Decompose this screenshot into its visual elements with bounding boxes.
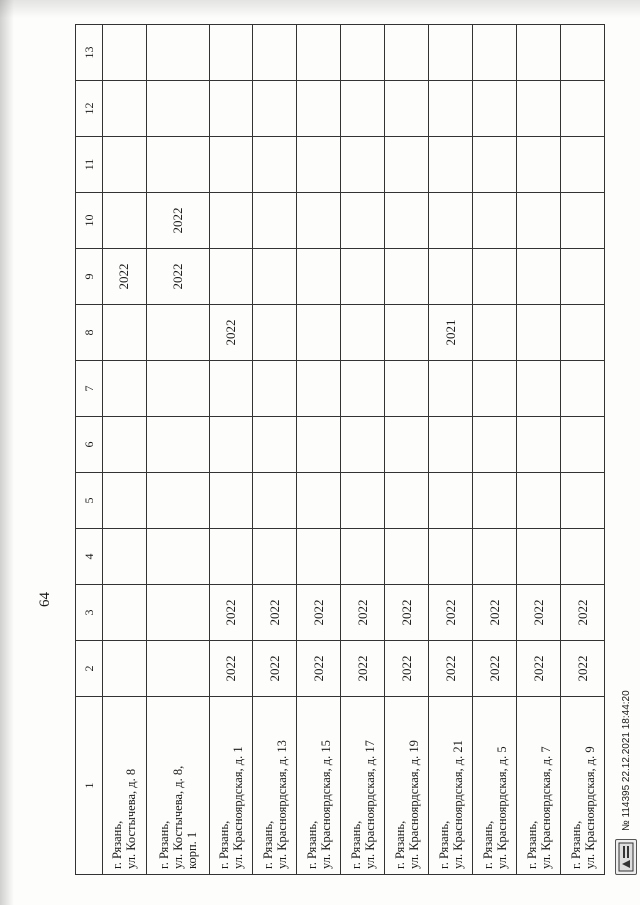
address-cell bbox=[473, 697, 517, 875]
year-cell-col-8 bbox=[103, 305, 147, 361]
year-cell-col-7 bbox=[561, 361, 605, 417]
year-cell-col-6 bbox=[561, 417, 605, 473]
year-cell-col-3: 2022 bbox=[253, 585, 297, 641]
year-cell-col-4 bbox=[209, 529, 253, 585]
year-cell-col-4 bbox=[473, 529, 517, 585]
year-cell-col-10 bbox=[103, 193, 147, 249]
year-cell-col-2 bbox=[146, 641, 209, 697]
year-cell-col-6 bbox=[473, 417, 517, 473]
year-cell-col-7 bbox=[517, 361, 561, 417]
year-cell-col-6 bbox=[103, 417, 147, 473]
year-cell-col-7 bbox=[429, 361, 473, 417]
year-cell-col-7 bbox=[341, 361, 385, 417]
table-row bbox=[517, 25, 561, 875]
year-cell-col-11 bbox=[146, 137, 209, 193]
address-extra: корп. 1 bbox=[184, 831, 199, 869]
year-cell-col-10 bbox=[341, 193, 385, 249]
year-cell-col-5 bbox=[297, 473, 341, 529]
year-cell-col-9 bbox=[517, 249, 561, 305]
year-cell-col-4 bbox=[253, 529, 297, 585]
year-cell-col-9 bbox=[297, 249, 341, 305]
header-row bbox=[76, 25, 103, 875]
address-cell bbox=[253, 697, 297, 875]
address-street: ул. Красноярдская, д. 19 bbox=[406, 740, 421, 869]
address-cell bbox=[297, 697, 341, 875]
table-row bbox=[385, 25, 429, 875]
address-cell bbox=[146, 697, 209, 875]
year-cell-col-7 bbox=[473, 361, 517, 417]
year-cell-col-9 bbox=[209, 249, 253, 305]
year-cell-col-11 bbox=[561, 137, 605, 193]
year-cell-col-3: 2022 bbox=[297, 585, 341, 641]
year-cell-col-5 bbox=[209, 473, 253, 529]
rotated-page-content bbox=[37, 25, 640, 875]
year-cell-col-9 bbox=[429, 249, 473, 305]
year-cell-col-7 bbox=[297, 361, 341, 417]
year-cell-col-3: 2022 bbox=[473, 585, 517, 641]
address-street: ул. Красноярдская, д. 7 bbox=[538, 746, 553, 869]
year-cell-col-8 bbox=[561, 305, 605, 361]
year-cell-col-3: 2022 bbox=[517, 585, 561, 641]
year-cell-col-5 bbox=[429, 473, 473, 529]
year-cell-col-11 bbox=[209, 137, 253, 193]
year-cell-col-9 bbox=[385, 249, 429, 305]
column-header-6: 6 bbox=[76, 417, 103, 473]
year-cell-col-9: 2022 bbox=[146, 249, 209, 305]
column-header-12: 12 bbox=[76, 81, 103, 137]
year-cell-col-4 bbox=[341, 529, 385, 585]
address-cell bbox=[561, 697, 605, 875]
year-cell-col-12 bbox=[473, 81, 517, 137]
year-cell-col-10 bbox=[297, 193, 341, 249]
year-cell-col-4 bbox=[517, 529, 561, 585]
year-cell-col-2: 2022 bbox=[385, 641, 429, 697]
year-cell-col-5 bbox=[146, 473, 209, 529]
year-cell-col-7 bbox=[385, 361, 429, 417]
year-cell-col-12 bbox=[429, 81, 473, 137]
table-row bbox=[561, 25, 605, 875]
year-cell-col-12 bbox=[385, 81, 429, 137]
address-street: ул. Красноярдская, д. 9 bbox=[582, 746, 597, 869]
year-cell-col-2: 2022 bbox=[561, 641, 605, 697]
year-cell-col-13 bbox=[209, 25, 253, 81]
table-row bbox=[429, 25, 473, 875]
year-cell-col-13 bbox=[385, 25, 429, 81]
year-cell-col-8 bbox=[517, 305, 561, 361]
address-street: ул. Красноярдская, д. 15 bbox=[318, 740, 333, 869]
year-cell-col-11 bbox=[253, 137, 297, 193]
year-cell-col-7 bbox=[146, 361, 209, 417]
address-cell bbox=[209, 697, 253, 875]
year-cell-col-3 bbox=[146, 585, 209, 641]
year-cell-col-8 bbox=[385, 305, 429, 361]
year-cell-col-12 bbox=[209, 81, 253, 137]
year-cell-col-11 bbox=[297, 137, 341, 193]
address-city: г. Рязань, bbox=[304, 820, 319, 869]
year-cell-col-11 bbox=[517, 137, 561, 193]
year-cell-col-13 bbox=[146, 25, 209, 81]
year-cell-col-12 bbox=[253, 81, 297, 137]
year-cell-col-7 bbox=[209, 361, 253, 417]
column-header-4: 4 bbox=[76, 529, 103, 585]
year-cell-col-2: 2022 bbox=[341, 641, 385, 697]
year-cell-col-13 bbox=[473, 25, 517, 81]
year-cell-col-3 bbox=[103, 585, 147, 641]
address-city: г. Рязань, bbox=[524, 820, 539, 869]
address-city: г. Рязань, bbox=[348, 820, 363, 869]
year-cell-col-10 bbox=[385, 193, 429, 249]
address-city: г. Рязань, bbox=[156, 820, 171, 869]
year-cell-col-5 bbox=[517, 473, 561, 529]
year-cell-col-3: 2022 bbox=[341, 585, 385, 641]
address-street: ул. Красноярдская, д. 17 bbox=[362, 740, 377, 869]
address-street: ул. Костычева, д. 8 bbox=[124, 768, 139, 869]
year-cell-col-6 bbox=[146, 417, 209, 473]
year-cell-col-9 bbox=[253, 249, 297, 305]
page-number: 64 bbox=[37, 592, 53, 607]
document-registration-stamp-icon bbox=[615, 839, 637, 875]
year-cell-col-9: 2022 bbox=[103, 249, 147, 305]
address-cell bbox=[385, 697, 429, 875]
column-header-1: 1 bbox=[76, 697, 103, 875]
address-city: г. Рязань, bbox=[216, 820, 231, 869]
year-cell-col-3: 2022 bbox=[385, 585, 429, 641]
address-city: г. Рязань, bbox=[392, 820, 407, 869]
year-cell-col-8: 2021 bbox=[429, 305, 473, 361]
year-cell-col-12 bbox=[341, 81, 385, 137]
address-city: г. Рязань, bbox=[436, 820, 451, 869]
year-cell-col-6 bbox=[297, 417, 341, 473]
year-cell-col-4 bbox=[561, 529, 605, 585]
year-cell-col-6 bbox=[253, 417, 297, 473]
column-header-11: 11 bbox=[76, 137, 103, 193]
address-city: г. Рязань, bbox=[480, 820, 495, 869]
year-cell-col-13 bbox=[561, 25, 605, 81]
address-street: ул. Красноярдская, д. 13 bbox=[274, 740, 289, 869]
year-cell-col-5 bbox=[103, 473, 147, 529]
year-cell-col-4 bbox=[103, 529, 147, 585]
address-cell bbox=[341, 697, 385, 875]
year-cell-col-6 bbox=[341, 417, 385, 473]
year-cell-col-6 bbox=[517, 417, 561, 473]
year-cell-col-12 bbox=[297, 81, 341, 137]
year-cell-col-12 bbox=[517, 81, 561, 137]
address-city: г. Рязань, bbox=[568, 820, 583, 869]
year-cell-col-2 bbox=[103, 641, 147, 697]
address-cell bbox=[517, 697, 561, 875]
year-cell-col-13 bbox=[103, 25, 147, 81]
column-header-9: 9 bbox=[76, 249, 103, 305]
year-cell-col-6 bbox=[385, 417, 429, 473]
year-cell-col-13 bbox=[517, 25, 561, 81]
year-cell-col-8 bbox=[473, 305, 517, 361]
column-header-7: 7 bbox=[76, 361, 103, 417]
year-cell-col-6 bbox=[209, 417, 253, 473]
year-cell-col-11 bbox=[341, 137, 385, 193]
year-cell-col-10 bbox=[429, 193, 473, 249]
year-cell-col-2: 2022 bbox=[517, 641, 561, 697]
year-cell-col-10 bbox=[561, 193, 605, 249]
year-cell-col-8 bbox=[297, 305, 341, 361]
column-header-10: 10 bbox=[76, 193, 103, 249]
year-cell-col-10 bbox=[253, 193, 297, 249]
column-header-13: 13 bbox=[76, 25, 103, 81]
year-cell-col-2: 2022 bbox=[297, 641, 341, 697]
year-cell-col-9 bbox=[561, 249, 605, 305]
year-cell-col-8 bbox=[253, 305, 297, 361]
scan-shadow-top bbox=[0, 0, 640, 18]
column-header-3: 3 bbox=[76, 585, 103, 641]
year-cell-col-10 bbox=[473, 193, 517, 249]
registration-number: № 114395 22.12.2021 18:44:20 bbox=[620, 690, 632, 831]
year-cell-col-10: 2022 bbox=[146, 193, 209, 249]
column-header-8: 8 bbox=[76, 305, 103, 361]
year-cell-col-2: 2022 bbox=[473, 641, 517, 697]
table-row bbox=[209, 25, 253, 875]
schedule-table bbox=[75, 24, 605, 875]
year-cell-col-13 bbox=[341, 25, 385, 81]
address-street: ул. Красноярдская, д. 1 bbox=[230, 746, 245, 869]
year-cell-col-3: 2022 bbox=[429, 585, 473, 641]
year-cell-col-7 bbox=[253, 361, 297, 417]
year-cell-col-7 bbox=[103, 361, 147, 417]
year-cell-col-4 bbox=[429, 529, 473, 585]
year-cell-col-5 bbox=[341, 473, 385, 529]
table-row bbox=[146, 25, 209, 875]
year-cell-col-11 bbox=[385, 137, 429, 193]
year-cell-col-2: 2022 bbox=[209, 641, 253, 697]
column-header-5: 5 bbox=[76, 473, 103, 529]
scan-shadow-left bbox=[0, 0, 14, 905]
address-street: ул. Красноярдская, д. 5 bbox=[494, 746, 509, 869]
address-city: г. Рязань, bbox=[260, 820, 275, 869]
year-cell-col-4 bbox=[146, 529, 209, 585]
year-cell-col-5 bbox=[473, 473, 517, 529]
year-cell-col-9 bbox=[341, 249, 385, 305]
year-cell-col-5 bbox=[385, 473, 429, 529]
table-body bbox=[103, 25, 605, 875]
address-street: ул. Красноярдская, д. 21 bbox=[450, 740, 465, 869]
year-cell-col-11 bbox=[103, 137, 147, 193]
year-cell-col-10 bbox=[209, 193, 253, 249]
year-cell-col-8 bbox=[146, 305, 209, 361]
year-cell-col-8: 2022 bbox=[209, 305, 253, 361]
table-row bbox=[297, 25, 341, 875]
year-cell-col-3: 2022 bbox=[209, 585, 253, 641]
year-cell-col-10 bbox=[517, 193, 561, 249]
year-cell-col-12 bbox=[103, 81, 147, 137]
year-cell-col-9 bbox=[473, 249, 517, 305]
year-cell-col-12 bbox=[146, 81, 209, 137]
table-row bbox=[103, 25, 147, 875]
year-cell-col-13 bbox=[297, 25, 341, 81]
year-cell-col-11 bbox=[429, 137, 473, 193]
year-cell-col-5 bbox=[253, 473, 297, 529]
table-row bbox=[341, 25, 385, 875]
year-cell-col-13 bbox=[253, 25, 297, 81]
address-street: ул. Костычева, д. 8, bbox=[170, 765, 185, 869]
year-cell-col-2: 2022 bbox=[429, 641, 473, 697]
year-cell-col-3: 2022 bbox=[561, 585, 605, 641]
year-cell-col-11 bbox=[473, 137, 517, 193]
year-cell-col-6 bbox=[429, 417, 473, 473]
year-cell-col-13 bbox=[429, 25, 473, 81]
year-cell-col-4 bbox=[385, 529, 429, 585]
column-header-2: 2 bbox=[76, 641, 103, 697]
year-cell-col-5 bbox=[561, 473, 605, 529]
table-row bbox=[253, 25, 297, 875]
table-row bbox=[473, 25, 517, 875]
year-cell-col-2: 2022 bbox=[253, 641, 297, 697]
year-cell-col-8 bbox=[341, 305, 385, 361]
year-cell-col-12 bbox=[561, 81, 605, 137]
address-city: г. Рязань, bbox=[110, 820, 125, 869]
address-cell bbox=[429, 697, 473, 875]
year-cell-col-4 bbox=[297, 529, 341, 585]
address-cell bbox=[103, 697, 147, 875]
footer bbox=[615, 690, 637, 875]
